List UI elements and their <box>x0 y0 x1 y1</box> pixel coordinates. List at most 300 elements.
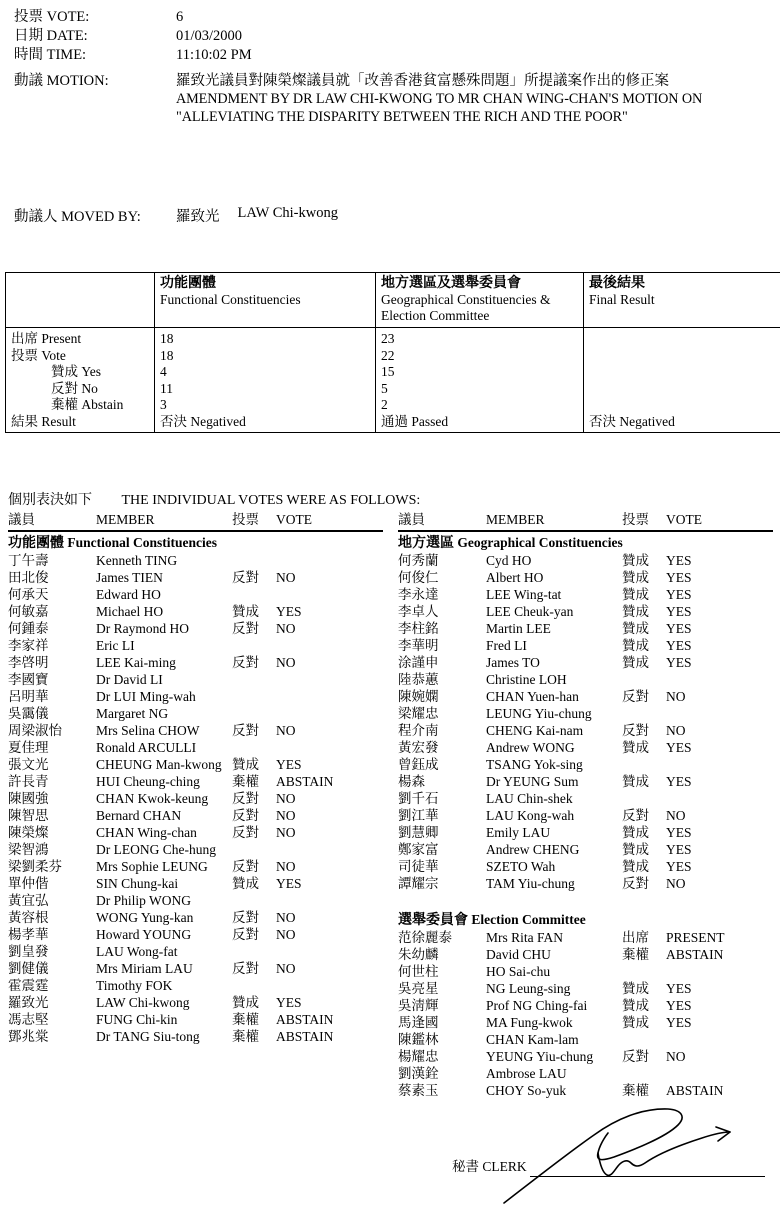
member-vote-zh: 贊成 <box>232 757 259 772</box>
member-vote-en <box>666 756 773 773</box>
member-vote-en: YES <box>666 825 692 840</box>
member-vote-en: NO <box>276 927 296 942</box>
member-name-zh: 黃容根 <box>8 910 49 925</box>
votes-left-column <box>8 512 383 1045</box>
summary-functional-cell <box>155 328 376 433</box>
final-result: 否決 Negatived <box>589 413 675 429</box>
member-name-zh: 李柱銘 <box>398 621 439 636</box>
member-name-en: HO Sai-chu <box>486 964 551 979</box>
member-name-en: Christine LOH <box>486 672 567 687</box>
member-vote-zh: 反對 <box>622 1049 649 1064</box>
member-name-zh: 馬逢國 <box>398 1015 439 1030</box>
motion-label: 動議 MOTION: <box>14 73 109 89</box>
member-name-en: Ronald ARCULLI <box>96 740 197 755</box>
member-name-zh: 程介南 <box>398 723 439 738</box>
member-vote-zh <box>232 688 276 705</box>
right-header-member-en: MEMBER <box>486 512 545 527</box>
member-name-en: Mrs Selina CHOW <box>96 723 200 738</box>
member-vote-zh: 贊成 <box>622 774 649 789</box>
member-name-zh: 呂明華 <box>8 689 49 704</box>
group-title-zh: 地方選區 <box>398 536 454 551</box>
member-name-en: LEE Wing-tat <box>486 587 562 602</box>
member-name-zh: 涂謹申 <box>398 655 439 670</box>
member-vote-row <box>398 620 773 637</box>
member-vote-row <box>8 620 383 637</box>
member-vote-row <box>398 688 773 705</box>
member-name-en: CHAN Yuen-han <box>486 689 579 704</box>
member-vote-row <box>8 960 383 977</box>
member-vote-row <box>398 1014 773 1031</box>
member-vote-row <box>398 722 773 739</box>
member-vote-row <box>398 637 773 654</box>
member-vote-row <box>398 790 773 807</box>
member-vote-zh <box>622 1031 666 1048</box>
member-vote-zh: 反對 <box>622 808 649 823</box>
member-name-en: CHAN Kam-lam <box>486 1032 579 1047</box>
member-name-en: Mrs Rita FAN <box>486 930 564 945</box>
member-vote-en: ABSTAIN <box>276 1012 334 1027</box>
final-header-zh: 最後結果 <box>589 276 645 291</box>
member-vote-zh: 贊成 <box>622 553 649 568</box>
member-vote-zh: 贊成 <box>232 876 259 891</box>
geographical-yes: 15 <box>381 364 395 379</box>
member-vote-zh <box>232 739 276 756</box>
motion-line-english-2: "ALLEVIATING THE DISPARITY BETWEEN THE RICH AND THE POOR" <box>176 108 628 125</box>
member-vote-en <box>276 705 383 722</box>
member-vote-zh <box>622 790 666 807</box>
member-name-en: Martin LEE <box>486 621 551 636</box>
member-vote-row <box>398 807 773 824</box>
member-vote-row <box>8 926 383 943</box>
member-vote-zh: 棄權 <box>622 947 649 962</box>
member-vote-en: NO <box>276 825 296 840</box>
member-name-zh: 何敏嘉 <box>8 604 49 619</box>
member-vote-row <box>8 637 383 654</box>
member-name-en: Dr Raymond HO <box>96 621 189 636</box>
functional-result: 否決 Negatived <box>160 413 246 429</box>
member-vote-en: YES <box>276 604 302 619</box>
member-name-en: Dr LUI Ming-wah <box>96 689 196 704</box>
member-vote-en: NO <box>666 876 686 891</box>
member-vote-en: YES <box>666 774 692 789</box>
member-name-zh: 梁智鴻 <box>8 842 49 857</box>
member-vote-row <box>8 807 383 824</box>
member-vote-en: YES <box>666 655 692 670</box>
member-vote-zh: 棄權 <box>232 1012 259 1027</box>
member-name-en: Emily LAU <box>486 825 551 840</box>
member-vote-zh: 贊成 <box>622 621 649 636</box>
member-name-zh: 夏佳理 <box>8 740 49 755</box>
member-name-zh: 司徒華 <box>398 859 439 874</box>
member-name-zh: 田北俊 <box>8 570 49 585</box>
member-vote-en: YES <box>666 981 692 996</box>
member-vote-row <box>8 892 383 909</box>
member-vote-row <box>8 875 383 892</box>
member-name-zh: 李華明 <box>398 638 439 653</box>
summary-header-row <box>6 273 780 328</box>
meta-row-vote <box>14 8 754 27</box>
group-title-en: Functional Constituencies <box>64 535 218 550</box>
member-name-zh: 陸恭蕙 <box>398 672 439 687</box>
vote-number-value: 6 <box>176 9 184 25</box>
label-abstain: 棄權 Abstain <box>51 397 124 412</box>
member-vote-en: YES <box>666 638 692 653</box>
member-vote-zh <box>232 943 276 960</box>
member-vote-row <box>398 858 773 875</box>
label-yes: 贊成 Yes <box>51 364 102 379</box>
left-header-vote-zh: 投票 <box>232 512 259 527</box>
member-name-zh: 吳靄儀 <box>8 706 49 721</box>
motion-line-english-1: AMENDMENT BY DR LAW CHI-KWONG TO MR CHAN WING-CHAN'S MOTION ON <box>176 91 703 107</box>
member-vote-zh: 贊成 <box>622 998 649 1013</box>
motion-block <box>14 72 759 126</box>
member-vote-en: YES <box>666 587 692 602</box>
member-vote-en: ABSTAIN <box>276 1029 334 1044</box>
individual-intro-en: THE INDIVIDUAL VOTES WERE AS FOLLOWS: <box>121 493 421 508</box>
member-vote-row <box>398 705 773 722</box>
member-vote-row <box>8 705 383 722</box>
member-vote-en: PRESENT <box>666 930 725 945</box>
geographical-no: 5 <box>381 380 388 396</box>
moved-by-name-english: LAW Chi-kwong <box>237 205 338 221</box>
member-vote-zh: 棄權 <box>232 774 259 789</box>
member-name-zh: 吳亮星 <box>398 981 439 996</box>
member-name-en: LAW Chi-kwong <box>96 995 190 1010</box>
member-vote-row <box>8 569 383 586</box>
member-name-en: SIN Chung-kai <box>96 876 179 891</box>
member-vote-zh <box>232 705 276 722</box>
member-name-zh: 霍震霆 <box>8 978 49 993</box>
member-name-en: Ambrose LAU <box>486 1066 567 1081</box>
member-vote-en <box>276 739 383 756</box>
summary-table-body <box>6 328 780 433</box>
member-vote-en: NO <box>276 791 296 806</box>
member-name-zh: 周梁淑怡 <box>8 723 62 738</box>
member-name-en: Howard YOUNG <box>96 927 192 942</box>
member-vote-en: NO <box>276 655 296 670</box>
member-name-en: Dr Philip WONG <box>96 893 192 908</box>
member-name-en: HUI Cheung-ching <box>96 774 200 789</box>
member-name-en: FUNG Chi-kin <box>96 1012 178 1027</box>
clerk-label: 秘書 CLERK <box>452 1159 527 1174</box>
member-vote-row <box>8 756 383 773</box>
member-name-en: Eric LI <box>96 638 135 653</box>
left-header-vote-en: VOTE <box>276 512 312 527</box>
member-name-en: David CHU <box>486 947 551 962</box>
geographical-header-en: Geographical Constituencies & Election Committee <box>381 292 551 323</box>
member-vote-zh: 出席 <box>622 930 649 945</box>
summary-table-head <box>6 273 780 328</box>
member-name-zh: 陳國強 <box>8 791 49 806</box>
member-name-en: Prof NG Ching-fai <box>486 998 588 1013</box>
member-name-zh: 黃宜弘 <box>8 893 49 908</box>
member-vote-row <box>8 824 383 841</box>
member-vote-en: YES <box>666 842 692 857</box>
final-spacer-5 <box>589 397 780 414</box>
member-vote-zh <box>232 552 276 569</box>
member-name-zh: 張文光 <box>8 757 49 772</box>
time-value: 11:10:02 PM <box>176 47 252 63</box>
member-vote-en <box>276 586 383 603</box>
member-vote-zh: 贊成 <box>622 825 649 840</box>
member-vote-row <box>398 552 773 569</box>
member-name-zh: 單仲偕 <box>8 876 49 891</box>
member-name-en: Andrew WONG <box>486 740 575 755</box>
label-present: 出席 Present <box>11 331 82 346</box>
final-values <box>589 331 780 430</box>
member-name-en: CHAN Kwok-keung <box>96 791 209 806</box>
member-name-zh: 劉慧卿 <box>398 825 439 840</box>
meta-row-date <box>14 27 754 46</box>
member-name-zh: 李卓人 <box>398 604 439 619</box>
member-vote-zh: 反對 <box>232 655 259 670</box>
member-vote-en: NO <box>276 808 296 823</box>
member-name-zh: 楊耀忠 <box>398 1049 439 1064</box>
member-vote-zh: 反對 <box>622 876 649 891</box>
member-vote-row <box>8 654 383 671</box>
member-name-en: Andrew CHENG <box>486 842 580 857</box>
member-name-en: Dr David LI <box>96 672 163 687</box>
functional-no: 11 <box>160 380 173 396</box>
member-vote-en: YES <box>276 995 302 1010</box>
member-name-en: Kenneth TING <box>96 553 178 568</box>
member-name-en: Albert HO <box>486 570 544 585</box>
member-vote-en: YES <box>666 553 692 568</box>
group-title-zh: 功能團體 <box>8 536 64 551</box>
member-vote-en: YES <box>666 1015 692 1030</box>
member-vote-zh: 贊成 <box>622 587 649 602</box>
member-vote-en: YES <box>666 570 692 585</box>
member-vote-row <box>8 773 383 790</box>
member-vote-en <box>276 637 383 654</box>
member-vote-row <box>398 824 773 841</box>
member-name-en: Dr LEONG Che-hung <box>96 842 216 857</box>
member-vote-zh <box>232 892 276 909</box>
member-name-en: LAU Kong-wah <box>486 808 575 823</box>
member-name-zh: 楊孝華 <box>8 927 49 942</box>
member-name-zh: 何承天 <box>8 587 49 602</box>
moved-by-name-chinese: 羅致光 <box>176 209 220 225</box>
member-vote-en: YES <box>276 876 302 891</box>
member-name-en: TAM Yiu-chung <box>486 876 575 891</box>
member-vote-row <box>398 603 773 620</box>
member-vote-zh: 贊成 <box>232 995 259 1010</box>
member-name-zh: 梁耀忠 <box>398 706 439 721</box>
member-vote-zh <box>622 756 666 773</box>
member-name-zh: 陳鑑林 <box>398 1032 439 1047</box>
member-name-en: Mrs Miriam LAU <box>96 961 193 976</box>
member-vote-zh: 反對 <box>232 927 259 942</box>
member-vote-en: NO <box>666 1049 686 1064</box>
left-column-header <box>8 512 383 532</box>
member-name-zh: 何鍾泰 <box>8 621 49 636</box>
member-name-zh: 李啓明 <box>8 655 49 670</box>
right-groups-container <box>398 534 773 1099</box>
member-vote-en <box>666 1031 773 1048</box>
member-vote-en: NO <box>666 689 686 704</box>
member-vote-row <box>8 858 383 875</box>
member-name-en: TSANG Yok-sing <box>486 757 583 772</box>
member-name-zh: 鄧兆棠 <box>8 1029 49 1044</box>
member-name-en: Fred LI <box>486 638 527 653</box>
member-vote-zh: 反對 <box>622 689 649 704</box>
member-vote-en: NO <box>276 621 296 636</box>
label-result: 結果 Result <box>11 413 76 429</box>
summary-geographical-cell <box>376 328 584 433</box>
member-name-en: SZETO Wah <box>486 859 556 874</box>
member-vote-zh <box>232 841 276 858</box>
member-vote-zh: 棄權 <box>232 1029 259 1044</box>
time-label: 時間 TIME: <box>14 47 87 63</box>
member-vote-en: YES <box>666 859 692 874</box>
member-vote-en: ABSTAIN <box>666 1083 724 1098</box>
member-vote-row <box>8 1011 383 1028</box>
member-name-en: Edward HO <box>96 587 161 602</box>
member-vote-zh <box>232 586 276 603</box>
group-title-en: Geographical Constituencies <box>454 535 623 550</box>
member-vote-zh: 贊成 <box>622 740 649 755</box>
final-spacer-1 <box>589 331 780 348</box>
member-vote-row <box>398 946 773 963</box>
member-vote-zh: 反對 <box>232 859 259 874</box>
member-vote-zh: 反對 <box>232 961 259 976</box>
member-vote-zh: 反對 <box>232 808 259 823</box>
member-name-en: Timothy FOK <box>96 978 173 993</box>
member-vote-row <box>398 1082 773 1099</box>
summary-label-list <box>11 331 150 430</box>
member-vote-zh <box>232 977 276 994</box>
member-vote-row <box>8 841 383 858</box>
member-name-en: WONG Yung-kan <box>96 910 194 925</box>
right-column-header <box>398 512 773 532</box>
summary-header-functional <box>155 273 376 328</box>
member-vote-row <box>398 875 773 892</box>
member-vote-row <box>8 977 383 994</box>
final-spacer-3 <box>589 364 780 381</box>
vote-meta-block <box>14 8 754 65</box>
member-name-zh: 劉江華 <box>398 808 439 823</box>
group-title-en: Election Committee <box>468 912 586 927</box>
member-name-zh: 梁劉柔芬 <box>8 859 62 874</box>
final-spacer-2 <box>589 348 780 365</box>
summary-labels-cell <box>6 328 155 433</box>
functional-yes: 4 <box>160 364 167 379</box>
member-name-en: CHAN Wing-chan <box>96 825 197 840</box>
member-vote-en: NO <box>276 723 296 738</box>
vote-number-label: 投票 VOTE: <box>14 9 90 25</box>
member-vote-zh <box>232 637 276 654</box>
member-vote-en: NO <box>276 859 296 874</box>
member-vote-row <box>8 722 383 739</box>
member-vote-en: ABSTAIN <box>666 947 724 962</box>
group-title <box>8 534 383 552</box>
member-vote-zh: 贊成 <box>622 655 649 670</box>
member-vote-row <box>398 929 773 946</box>
member-name-zh: 吳淸輝 <box>398 998 439 1013</box>
left-header-member-zh: 議員 <box>8 512 35 527</box>
member-vote-en <box>666 1065 773 1082</box>
group-title <box>398 911 773 929</box>
member-vote-zh: 贊成 <box>622 859 649 874</box>
member-name-en: James TO <box>486 655 540 670</box>
member-vote-zh: 反對 <box>232 570 259 585</box>
member-vote-row <box>8 552 383 569</box>
date-label: 日期 DATE: <box>14 28 88 44</box>
member-name-en: Dr YEUNG Sum <box>486 774 579 789</box>
member-vote-en: YES <box>666 621 692 636</box>
final-header-en: Final Result <box>589 292 655 307</box>
group-gap <box>398 892 773 909</box>
member-vote-zh: 贊成 <box>622 604 649 619</box>
individual-intro-zh: 個別表決如下 <box>8 493 92 508</box>
member-name-zh: 陳智思 <box>8 808 49 823</box>
member-name-zh: 李國寶 <box>8 672 49 687</box>
member-name-en: LEUNG Yiu-chung <box>486 706 592 721</box>
left-groups-container <box>8 534 383 1045</box>
member-name-zh: 陳榮燦 <box>8 825 49 840</box>
member-vote-row <box>8 671 383 688</box>
member-vote-row <box>398 654 773 671</box>
member-vote-row <box>398 671 773 688</box>
summary-body-row <box>6 328 780 433</box>
member-name-zh: 劉千石 <box>398 791 439 806</box>
member-vote-row <box>398 773 773 790</box>
date-value: 01/03/2000 <box>176 28 243 44</box>
summary-header-geographical <box>376 273 584 328</box>
member-vote-zh: 棄權 <box>622 1083 649 1098</box>
geographical-header-zh: 地方選區及選舉委員會 <box>381 276 521 291</box>
moved-by-block <box>14 205 338 226</box>
member-name-zh: 譚耀宗 <box>398 876 439 891</box>
member-vote-zh: 贊成 <box>622 842 649 857</box>
member-vote-row <box>8 688 383 705</box>
member-vote-en: YES <box>666 604 692 619</box>
member-name-zh: 朱幼麟 <box>398 947 439 962</box>
member-name-en: Michael HO <box>96 604 164 619</box>
member-vote-en <box>666 790 773 807</box>
member-vote-en <box>276 943 383 960</box>
member-vote-en <box>276 688 383 705</box>
moved-by-label: 動議人 MOVED BY: <box>14 209 141 225</box>
member-name-en: CHENG Kai-nam <box>486 723 584 738</box>
right-header-vote-zh: 投票 <box>622 512 649 527</box>
member-name-en: MA Fung-kwok <box>486 1015 573 1030</box>
member-name-zh: 許長青 <box>8 774 49 789</box>
member-name-zh: 楊森 <box>398 774 425 789</box>
label-vote: 投票 Vote <box>11 347 66 363</box>
member-name-en: Dr TANG Siu-tong <box>96 1029 200 1044</box>
summary-header-final <box>584 273 780 328</box>
member-vote-en <box>276 841 383 858</box>
right-header-member-zh: 議員 <box>398 512 425 527</box>
functional-header-en: Functional Constituencies <box>160 292 301 307</box>
member-vote-en: NO <box>276 570 296 585</box>
votes-right-column <box>398 512 773 1099</box>
individual-votes-intro <box>8 489 420 509</box>
member-vote-en: ABSTAIN <box>276 774 334 789</box>
member-vote-row <box>398 739 773 756</box>
member-vote-en: NO <box>276 910 296 925</box>
member-vote-row <box>398 963 773 980</box>
member-name-zh: 何世柱 <box>398 964 439 979</box>
summary-header-blank <box>6 273 155 328</box>
member-vote-row <box>8 790 383 807</box>
final-spacer-4 <box>589 381 780 398</box>
member-vote-row <box>398 1048 773 1065</box>
member-name-en: LEE Kai-ming <box>96 655 176 670</box>
member-name-en: CHEUNG Man-kwong <box>96 757 222 772</box>
member-vote-row <box>8 603 383 620</box>
